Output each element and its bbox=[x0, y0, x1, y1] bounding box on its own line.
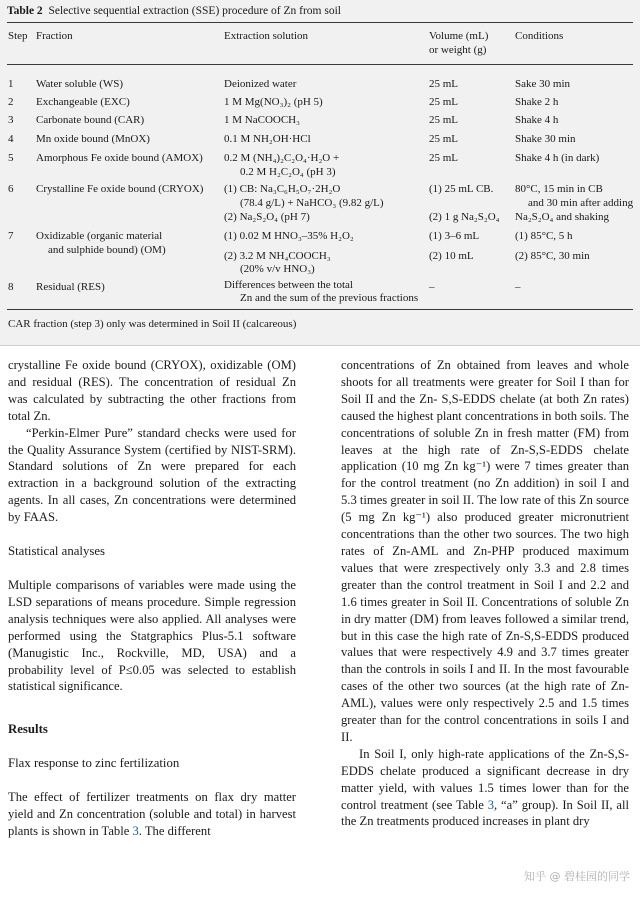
table-3-link[interactable]: 3 bbox=[132, 823, 139, 838]
row-step: 5 bbox=[8, 152, 14, 164]
table-caption bbox=[7, 5, 341, 17]
row-step: 1 bbox=[8, 78, 14, 90]
row-volume: 25 mL bbox=[429, 152, 459, 164]
row-conditions: Shake 30 min bbox=[515, 133, 576, 145]
row-solution: (1) CB: Na₃C₆H₅O₇·2H₂O bbox=[224, 183, 341, 195]
subsection-heading-flax-response: Flax response to zinc fertilization bbox=[8, 756, 180, 771]
row-solution: Deionized water bbox=[224, 78, 297, 90]
row-step: 3 bbox=[8, 114, 14, 126]
body-paragraph: “Perkin-Elmer Pure” standard checks were used for the Quality Assurance System (certified by NIST-SRM). Standard solutions of Zn were prepared for each extraction in a background solution of the extracting agents. In all cases, Zn concentrations were determined by FAAS. bbox=[8, 425, 296, 525]
body-text: In Soil I, only high-rate applications of the Zn-S,S-EDDS chelate produced a significant decrease in dry matter yield, with values 1.5 times lower than for the control treatment (see Table bbox=[341, 746, 629, 812]
row-volume: (1) 25 mL CB. bbox=[429, 183, 494, 195]
row-volume: 25 mL bbox=[429, 133, 459, 145]
header-step: Step bbox=[8, 30, 28, 42]
row-solution: (20% v/v HNO₃) bbox=[240, 263, 315, 275]
row-solution: 1 M Mg(NO₃)₂ (pH 5) bbox=[224, 96, 323, 108]
row-volume: 25 mL bbox=[429, 78, 459, 90]
row-fraction: Carbonate bound (CAR) bbox=[36, 114, 145, 126]
row-solution: 0.2 M (NH₄)₂C₂O₄·H₂O + bbox=[224, 152, 340, 164]
row-solution: 0.2 M H₂C₂O₄ (pH 3) bbox=[240, 166, 336, 178]
body-text: . The different bbox=[138, 823, 211, 838]
table-bottom-rule bbox=[7, 309, 633, 310]
row-fraction: Water soluble (WS) bbox=[36, 78, 124, 90]
table-caption-label: Table 2 bbox=[7, 5, 43, 17]
row-step: 8 bbox=[8, 281, 14, 293]
row-conditions: Shake 4 h (in dark) bbox=[515, 152, 600, 164]
row-step: 4 bbox=[8, 133, 14, 145]
body-paragraph: concentrations of Zn obtained from leaves and whole shoots for all treatments were greater for Soil I than for Soil II and the Zn- S,S-EDDS chelate (at both Zn rates) caused the highest plant concentrations in both soils. The concentrations of soluble Zn in fresh matter (FM) from leaves at the high rate of Zn-S,S-EDDS chelate application (10 mg Zn kg⁻¹) were 7 times greater than for the control treatment (no Zn addition) in soil I and 5.3 times greater in soil II. The low rate of this Zn source (5 mg Zn kg⁻¹) also produced greater micronutrient concentrations than the other two sources. The two high rates of Zn-AML and Zn-PHP produced maximum values that were zrespectively only 3.3 and 2.8 times greater than the control treatment in Soil I and 2.2 and 1.6 times greater in Soil II. Concentrations of soluble Zn in dry matter (DM) from leaves followed a similar trend, but in this case the high rate of Zn-S,S-EDDS produced values that were respectively 4.9 and 3.7 times greater than the controls in soils I and II. In the most favourable cases of the other two sources (at the high rate of Zn-AML), values were only respectively 2.5 and 1.5 times greater than for the control concentrations in soils I and II. bbox=[341, 358, 629, 744]
body-text: The effect of fertilizer treatments on flax dry matter yield and Zn concentration (soluble and total) in harvest plants is shown in Table bbox=[8, 790, 296, 838]
table-caption-text: Selective sequential extraction (SSE) procedure of Zn from soil bbox=[48, 5, 341, 17]
row-conditions: Shake 4 h bbox=[515, 114, 559, 126]
row-step: 7 bbox=[8, 230, 14, 242]
row-volume: (2) 1 g Na₂S₂O₄ bbox=[429, 211, 500, 223]
row-volume: (1) 3–6 mL bbox=[429, 230, 480, 242]
row-fraction: Residual (RES) bbox=[36, 281, 105, 293]
section-heading-results: Results bbox=[8, 722, 48, 737]
header-volume-sub: or weight (g) bbox=[429, 44, 487, 56]
body-paragraph: Multiple comparisons of variables were made using the LSD separations of means procedure. Simple regression analysis techniques were also applied. All analyses were performed using the Statgraphics Plus-5.1 software (Manugistic Inc., Rockville, MD, USA) and a probability level of P≤0.05 was selected to establish statistical significance. bbox=[8, 577, 296, 694]
row-conditions: (1) 85°C, 5 h bbox=[515, 230, 573, 242]
row-step: 2 bbox=[8, 96, 14, 108]
row-solution: 0.1 M NH₂OH·HCl bbox=[224, 133, 311, 145]
section-heading-statistical-analyses: Statistical analyses bbox=[8, 544, 106, 559]
row-solution: (78.4 g/L) + NaHCO₃ (9.82 g/L) bbox=[240, 197, 384, 209]
table-header-rule bbox=[7, 64, 633, 65]
row-conditions: Shake 2 h bbox=[515, 96, 559, 108]
body-text: , “a” group). In Soil II, all the Zn treatments produced increases in plant dry bbox=[341, 797, 630, 829]
row-solution: Differences between the total bbox=[224, 279, 353, 291]
row-step: 6 bbox=[8, 183, 14, 195]
row-volume: – bbox=[429, 281, 435, 293]
row-conditions: Na₂S₂O₄ and shaking bbox=[515, 211, 609, 223]
row-fraction: Amorphous Fe oxide bound (AMOX) bbox=[36, 152, 203, 164]
right-column bbox=[341, 357, 629, 830]
row-conditions: – bbox=[515, 281, 521, 293]
row-fraction: Mn oxide bound (MnOX) bbox=[36, 133, 150, 145]
header-fraction: Fraction bbox=[36, 30, 73, 42]
row-volume: 25 mL bbox=[429, 114, 459, 126]
table-footnote: CAR fraction (step 3) only was determined in Soil II (calcareous) bbox=[8, 318, 297, 330]
extraction-table bbox=[0, 0, 640, 346]
header-volume: Volume (mL) bbox=[429, 30, 489, 42]
row-solution: Zn and the sum of the previous fractions bbox=[240, 292, 419, 304]
row-volume: (2) 10 mL bbox=[429, 250, 474, 262]
row-fraction: Oxidizable (organic material bbox=[36, 230, 163, 242]
row-solution: 1 M NaCOOCH₃ bbox=[224, 114, 300, 126]
row-solution: (2) 3.2 M NH₄COOCH₃ bbox=[224, 250, 331, 262]
row-conditions: Sake 30 min bbox=[515, 78, 570, 90]
row-conditions: (2) 85°C, 30 min bbox=[515, 250, 590, 262]
row-solution: (2) Na₂S₂O₄ (pH 7) bbox=[224, 211, 310, 223]
body-paragraph: crystalline Fe oxide bound (CRYOX), oxidizable (OM) and residual (RES). The concentration of residual Zn was calculated by subtracting the other fractions from total Zn. bbox=[8, 358, 296, 423]
row-conditions: 80°C, 15 min in CB bbox=[515, 183, 603, 195]
row-conditions: and 30 min after adding bbox=[528, 197, 634, 209]
body-paragraph bbox=[8, 789, 296, 840]
left-column bbox=[8, 357, 296, 840]
table-top-rule bbox=[7, 22, 633, 23]
watermark: 知乎 @ 碧桂园的同学 bbox=[524, 870, 630, 883]
table-3-link[interactable]: 3 bbox=[487, 797, 494, 812]
row-fraction: and sulphide bound) (OM) bbox=[48, 244, 166, 256]
row-solution: (1) 0.02 M HNO₃–35% H₂O₂ bbox=[224, 230, 354, 242]
header-solution: Extraction solution bbox=[224, 30, 309, 42]
body-paragraph bbox=[341, 746, 629, 831]
row-fraction: Crystalline Fe oxide bound (CRYOX) bbox=[36, 183, 204, 195]
row-fraction: Exchangeable (EXC) bbox=[36, 96, 130, 108]
row-volume: 25 mL bbox=[429, 96, 459, 108]
header-conditions: Conditions bbox=[515, 30, 564, 42]
